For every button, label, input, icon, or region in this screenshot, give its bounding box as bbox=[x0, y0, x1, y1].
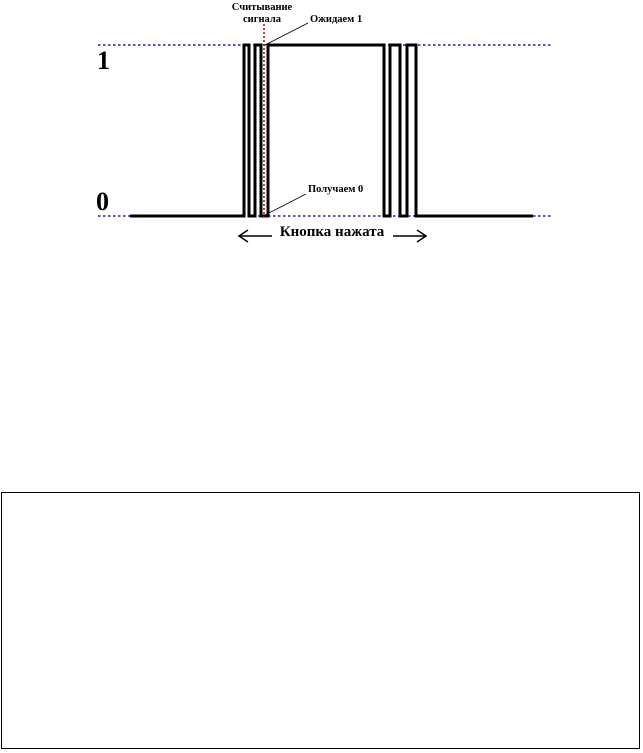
read-signal-label-line1: Считывание bbox=[231, 2, 293, 13]
level-1-label: 1 bbox=[97, 46, 110, 75]
read-signal-label-line2: сигнала bbox=[242, 14, 282, 25]
got-pointer-line bbox=[265, 194, 306, 215]
bounce-signal-diagram bbox=[0, 0, 643, 260]
expect-pointer-line bbox=[265, 23, 308, 45]
empty-frame bbox=[1, 492, 640, 749]
level-0-label: 0 bbox=[96, 187, 109, 216]
expect-label: Ожидаем 1 bbox=[310, 14, 363, 25]
button-pressed-label: Кнопка нажата bbox=[279, 224, 385, 240]
got-label: Получаем 0 bbox=[308, 184, 364, 195]
